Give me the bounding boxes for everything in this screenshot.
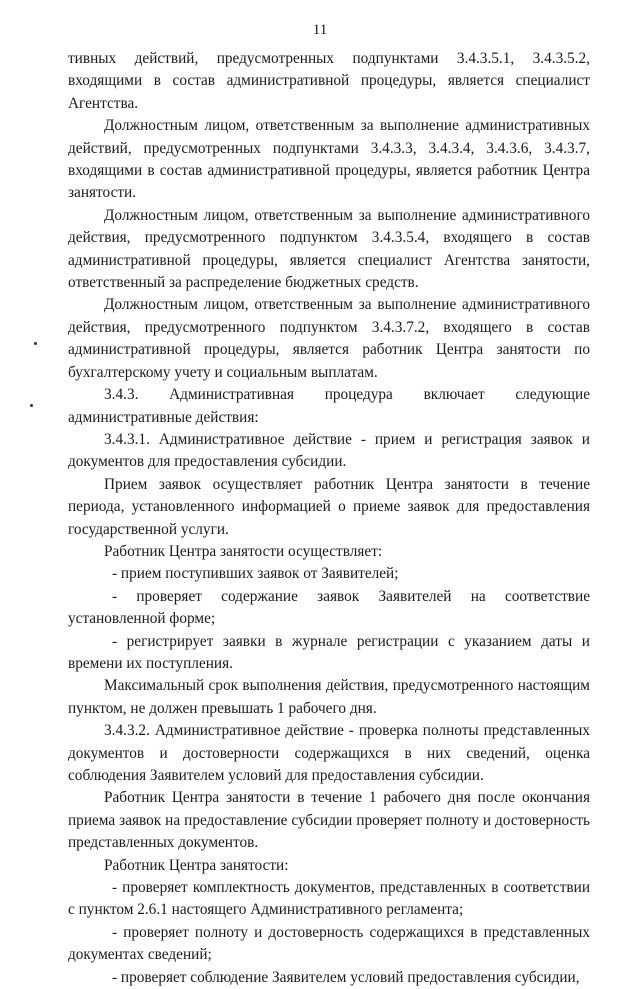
list-item: - проверяет соблюдение Заявителем условий предоставления субсидии,	[112, 968, 580, 986]
list-item: - регистрирует заявки в журнале регистрации с указанием даты и времени их поступления.	[68, 632, 590, 672]
paragraph: Должностным лицом, ответственным за выполнение административных действий, предусмотренных подпунктами 3.4.3.3, 3.4.3.4, 3.4.3.6, 3.4.3.7, входящими в состав административной процедуры, является работник Центра занятости.	[68, 117, 590, 202]
scan-speck	[34, 342, 37, 345]
paragraph: Максимальный срок выполнения действия, предусмотренного настоящим пунктом, не должен превышать 1 рабочего дня.	[68, 677, 590, 717]
paragraph: Работник Центра занятости:	[104, 856, 289, 874]
paragraph: Работник Центра занятости осуществляет:	[104, 542, 383, 560]
page-number: 11	[312, 22, 328, 38]
paragraph: 3.4.3.2. Административное действие - проверка полноты представленных документов и достоверности содержащихся в них сведений, оценка соблюдения Заявителем условий для предоставления субсидии.	[68, 722, 590, 784]
paragraph: тивных действий, предусмотренных подпунктами 3.4.3.5.1, 3.4.3.5.2, входящими в состав административной процедуры, является специалист Агентства.	[68, 50, 590, 112]
scan-speck	[30, 404, 33, 407]
paragraph: 3.4.3. Административная процедура включает следующие административные действия:	[68, 386, 590, 426]
list-item: - прием поступивших заявок от Заявителей;	[112, 565, 399, 583]
document-body	[68, 48, 590, 989]
paragraph: Должностным лицом, ответственным за выполнение административного действия, предусмотренного подпунктом 3.4.3.7.2, входящего в состав административной процедуры, является работник Центра занятости по бухгалтерскому учету и социальным выплатам.	[68, 296, 590, 381]
list-item: - проверяет комплектность документов, представленных в соответствии с пунктом 2.6.1 настоящего Административного регламента;	[68, 879, 590, 919]
paragraph: 3.4.3.1. Административное действие - прием и регистрация заявок и документов для предоставления субсидии.	[68, 430, 590, 471]
paragraph: Прием заявок осуществляет работник Центра занятости в течение периода, установленного информацией о приеме заявок для предоставления государственной услуги.	[68, 475, 590, 538]
list-item: - проверяет полноту и достоверность содержащихся в представленных документах сведений;	[68, 923, 590, 964]
list-item: - проверяет содержание заявок Заявителей на соответствие установленной форме;	[68, 587, 590, 628]
paragraph: Должностным лицом, ответственным за выполнение административного действия, предусмотренного подпунктом 3.4.3.5.4, входящего в состав административной процедуры, является специалист Агентства занятости, ответственный за распределение бюджетных средств.	[68, 206, 590, 292]
paragraph: Работник Центра занятости в течение 1 рабочего дня после окончания приема заявок на предоставление субсидии проверяет полноту и достоверность представленных документов.	[68, 789, 590, 852]
